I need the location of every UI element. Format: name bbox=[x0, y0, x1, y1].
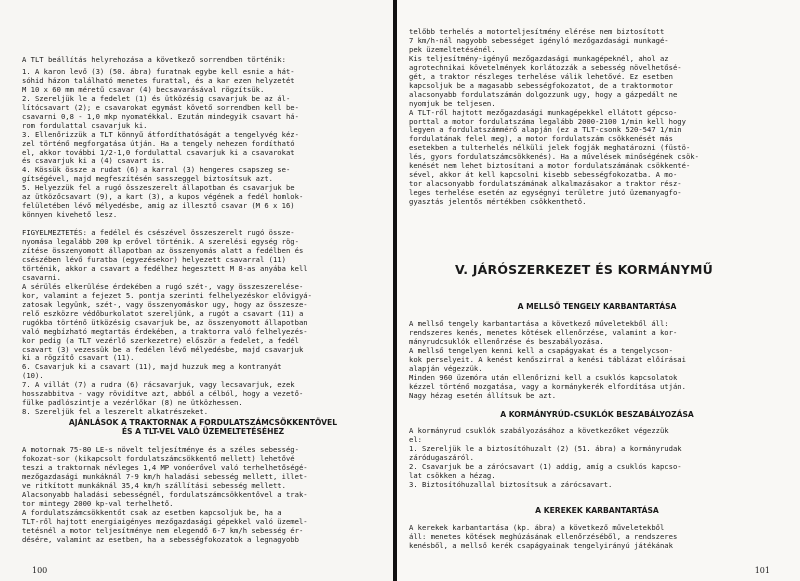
text-line: az ütközőcsavart (9), a kart (3), a kupos végének a fedél homlok- bbox=[22, 192, 304, 202]
text-line: csavart (3) vezessük be a fedélen lévő mélyedésbe, majd csavarjuk bbox=[22, 344, 304, 354]
text-line: désére, valamint az esetben, ha a sebességfokozatok a legnagyobb bbox=[22, 534, 299, 544]
text-line: FIGYELMEZTETÉS: a fedélel és csészével összeszerelt rugó össze- bbox=[22, 228, 295, 238]
text-line: nyomjuk be teljesen. bbox=[409, 98, 496, 108]
text-line: el: bbox=[409, 434, 422, 444]
text-line: lat csökken a hézag. bbox=[409, 470, 496, 480]
left-page bbox=[0, 0, 395, 581]
chapter-title: V. JÁRÓSZERKEZET ÉS KORMÁNYMŰ bbox=[455, 262, 713, 277]
text-line: 2. Csavarjuk be a zárócsavart (1) addig, amíg a csuklós kapcso- bbox=[409, 461, 682, 471]
intro-line: A TLT beállítás helyrehozása a következő sorrendben történik: bbox=[22, 55, 286, 64]
text-line: tetésnél a motor teljesítménye nem elegendő 6-7 km/h sebesség ér- bbox=[22, 525, 304, 535]
text-line: telőbb terhelés a motorteljesítmény elérése nem biztosított bbox=[409, 27, 665, 36]
text-line: könnyen kivehető lesz. bbox=[22, 210, 118, 220]
text-line: porttal a motor fordulatszáma legalább 2000-2100 1/min kell hogy bbox=[409, 116, 686, 126]
right-page bbox=[397, 0, 800, 581]
text-line: záródugaszáról. bbox=[409, 452, 474, 462]
text-line: mezőgazdasági munkáknál 7-9 km/h haladási sebesség mellett, illet- bbox=[22, 471, 308, 481]
text-line: felületében lévő mélyedésbe, amig az illesztő csavar (M 6 x 16) bbox=[22, 201, 295, 211]
text-line: A kormányrud csuklók szabályozásához a következőket végezzük bbox=[409, 426, 669, 435]
subsection-heading-steering-joints: A KORMÁNYRÚD-CSUKLÓK BESZABÁLYOZÁSA bbox=[500, 410, 694, 419]
text-line: alacsonyabb fordulatszámán dolgozzunk ugy, hogy a gázpedált ne bbox=[409, 89, 678, 99]
text-line: legyen a fordulatszámmérő alapján (ez a TLT-csonk 520-547 1/min bbox=[409, 125, 682, 135]
text-line: kor, valamint a fejezet 5. pontja szerinti felhelyezéskor elővigyá- bbox=[22, 290, 312, 300]
text-line: A kerekek karbantartása (kp. ábra) a következő műveletekből bbox=[409, 523, 665, 532]
right-page-number: 101 bbox=[754, 566, 770, 575]
text-line: (10). bbox=[22, 371, 44, 381]
text-line: teszi a traktornak névleges 1,4 MP vonóerővel való terhelhetőségé- bbox=[22, 462, 308, 472]
text-line: nyomása legalább 200 kp erővel történik. A szerelési egység rög- bbox=[22, 237, 299, 247]
text-line: csavarni. bbox=[22, 272, 61, 282]
text-line: gét, a traktor részleges terhelése válik lehetővé. Ez esetben bbox=[409, 71, 673, 81]
text-line: mányrudcsuklók ellenőrzése és beszabályozása. bbox=[409, 336, 604, 346]
text-line: történik, akkor a csavart a fedélhez hegesztett M 8-as anyába kell bbox=[22, 263, 308, 273]
text-line: rugókba történő ütközésig csavarjuk be, az összenyomott állapotban bbox=[22, 317, 308, 327]
left-section-body bbox=[22, 446, 384, 544]
text-line: gítségével, majd megfeszítésén sasszeggel biztosítsuk azt. bbox=[22, 174, 273, 184]
text-line: fokozat-sor (kikapcsolt fordulatszámcsökkentő mellett) lehetővé bbox=[22, 453, 295, 463]
subsection-heading-wheels: A KEREKEK KARBANTARTÁSA bbox=[535, 506, 659, 515]
text-line: A TLT-ről hajtott mezőgazdasági munkagépekkel ellátott gépcso- bbox=[409, 107, 678, 117]
text-line: ki a rögzítő csavart (11). bbox=[22, 353, 135, 363]
text-line: való megbízható megtartás érdekében, a traktorra való felhelyezés- bbox=[22, 326, 308, 336]
text-line: lítócsavart (2); e csavarokat egymást követő sorrendben kell be- bbox=[22, 102, 299, 112]
text-line: TLT-ről hajtott energiaigényes mezőgazdasági gépekkel való üzemel- bbox=[22, 516, 308, 526]
text-line: 3. Biztosítóhuzallal biztosítsuk a zárócsavart. bbox=[409, 479, 613, 489]
text-line: hosszabbitva - vagy rövidítve azt, abból a célból, hogy a vezető- bbox=[22, 389, 304, 399]
text-line: 1. Szereljük le a biztosítóhuzalt (2) (51. ábra) a kormányrudak bbox=[409, 443, 682, 453]
text-line: M 10 x 60 mm méretű csavar (4) becsavarásával rögzítsük. bbox=[22, 84, 265, 94]
text-line: sével, akkor át kell kapcsolni kisebb sebességfokozatba. A mo- bbox=[409, 170, 678, 180]
text-line: 8. Szereljük fel a leszerelt alkatrészeket. bbox=[22, 407, 209, 417]
text-line: relő eszközre védőburkolatot szereljünk, a rugót a csavart (11) a bbox=[22, 308, 304, 318]
text-line: 6. Csavarjuk ki a csavart (11), majd huzzuk meg a kontranyát bbox=[22, 362, 282, 372]
text-line: pek üzemeltetésénél. bbox=[409, 44, 496, 54]
text-line: A motornak 75-80 LE-s növelt teljesítménye és a széles sebesség- bbox=[22, 445, 299, 454]
text-line: áll: menetes kötések meghúzásának ellenőrzéséből, a rendszeres bbox=[409, 531, 678, 541]
text-line: kok perselyeit. A kenést kenőszirral a kenési táblázat előírásai bbox=[409, 354, 686, 364]
subsection-body-steering-joints bbox=[409, 427, 785, 490]
subsection-heading-front-axle: A MELLSŐ TENGELY KARBANTARTÁSA bbox=[517, 302, 677, 311]
left-page-instructions bbox=[22, 56, 384, 417]
text-line: kenését nem lehet biztosítani a motor fordulatszámának csökkenté- bbox=[409, 161, 691, 171]
text-line: csészében lévő furatba (egyezésekor) helyezett csavarral (11) bbox=[22, 254, 286, 264]
text-line: ve ritkított munkáknál 35,4 km/h szállítási sebesség mellett. bbox=[22, 480, 286, 490]
text-line: A mellső tengely karbantartása a következő műveletekből áll: bbox=[409, 319, 669, 328]
left-section-heading-line1: AJÁNLÁSOK A TRAKTORNAK A FORDULATSZÁMCSÖKKENTÖVEL bbox=[68, 418, 338, 427]
text-line: kapcsoljuk be a magasabb sebességfokozatot, de a traktormotor bbox=[409, 80, 673, 90]
text-line: lés, gyors fordulatszámcsökkenés). Ha a művelések minőségének csök- bbox=[409, 152, 699, 162]
left-page-number: 100 bbox=[32, 566, 48, 575]
text-line: 7 km/h-nál nagyobb sebességet igényló mezőgazdasági munkagé- bbox=[409, 35, 669, 45]
text-line: kenésből, a mellső kerék csapágyainak tengelyirányú játékának bbox=[409, 540, 673, 550]
text-line: Nagy hézag esetén állítsuk be azt. bbox=[409, 390, 557, 400]
left-section-heading bbox=[22, 418, 384, 436]
text-line: 4. Kössük össze a rudat (6) a karral (3) hengeres csapszeg se- bbox=[22, 165, 291, 175]
text-line: fordulatának felel meg), a motor fordulatszám csökkenését más bbox=[409, 134, 673, 144]
text-line: 1. A karon levő (3) (50. ábra) furatnak egybe kell esnie a hát- bbox=[22, 66, 295, 76]
text-line: sóhid házon található menetes furattal, és a kar ezen helyzetét bbox=[22, 75, 295, 85]
subsection-body-front-axle bbox=[409, 320, 785, 401]
subsection-body-wheels bbox=[409, 524, 785, 551]
text-line: 5. Helyezzük fel a rugó összeszerelt állapotban és csavarjuk be bbox=[22, 183, 295, 193]
text-line: rom fordulattal csavarjuk ki. bbox=[22, 120, 148, 130]
text-line: zítése összenyomott állapotban az összenyomás alatt a fedélben és bbox=[22, 246, 304, 256]
text-line: Minden 960 üzemóra után ellenőrizni kell a csuklós kapcsolatok bbox=[409, 372, 678, 382]
text-line: el, akkor további 1/2-1,0 fordulattal csavarjuk ki a csavarokat bbox=[22, 147, 295, 157]
text-line: és csavarjuk ki a (4) csavart is. bbox=[22, 156, 165, 166]
text-line: 2. Szereljük le a fedelet (1) és ütközésig csavarjuk be az ál- bbox=[22, 93, 291, 103]
text-line: Kis teljesítmény-igényű mezőgazdasági munkagépeknél, ahol az bbox=[409, 53, 669, 63]
text-line: csavarni 0,8 - 1,0 mkp nyomatékkal. Ezután mindegyik csavart há- bbox=[22, 111, 299, 121]
text-line: 3. Ellenőrizzük a TLT könnyű átfordíthatóságát a tengelyvég kéz- bbox=[22, 129, 299, 139]
text-line: gyasztás jelentős mértékben csökkenthető. bbox=[409, 197, 587, 207]
text-line: agrotechnikai követelmények korlátozzák a sebesség növelhetősé- bbox=[409, 62, 682, 72]
text-line: Alacsonyabb haladási sebességnél, fordulatszámcsökkentővel a trak- bbox=[22, 489, 308, 499]
text-line: tor mintegy 2000 kp-val terhelhető. bbox=[22, 498, 174, 508]
text-line: fülke padlószintje a vezérlőkar (8) ne ütközhessen. bbox=[22, 398, 243, 408]
text-line: A mellső tengelyen kenni kell a csapágyakat és a tengelycson- bbox=[409, 345, 673, 355]
text-line: esetekben a tulterhelés nélküli jelek fogják meghatározni (füstö- bbox=[409, 143, 691, 153]
left-section-heading-line2: ÉS A TLT-VEL VALÓ ÜZEMELTETÉSÉHEZ bbox=[121, 427, 285, 436]
text-line: A fordulatszámcsökkentőt csak az esetben kapcsoljuk be, ha a bbox=[22, 507, 282, 517]
text-line: alapján végezzük. bbox=[409, 363, 483, 373]
text-line: tor alacsonyabb fordulatszámának alkalmazásakor a traktor rész- bbox=[409, 179, 682, 189]
right-page-continued-text bbox=[409, 28, 785, 207]
text-line: 7. A villát (7) a rudra (6) rácsavarjuk, vagy lecsavarjuk, ezek bbox=[22, 380, 295, 390]
text-line: A sérülés elkerülése érdekében a rugó szét-, vagy összeszerelése- bbox=[22, 281, 304, 291]
text-line: kézzel történő mozgatása, vagy a kormánykerék elfordítása utján. bbox=[409, 381, 686, 391]
text-line: rendszeres kenés, menetes kötések ellenőrzése, valamint a kor- bbox=[409, 327, 678, 337]
text-line: zatosak legyünk, szét-, vagy összenyomáskor ugy, hogy az összesze- bbox=[22, 299, 308, 309]
text-line: leges terhelése esetén az egységnyi területre jutó üzemanyagfo- bbox=[409, 188, 682, 198]
text-line: zel történő megforgatása útján. Ha a tengely nehezen fordítható bbox=[22, 138, 295, 148]
text-line: kor pedig (a TLT vezérlő szerkezetre) először a fedelet, a fedél bbox=[22, 335, 299, 345]
